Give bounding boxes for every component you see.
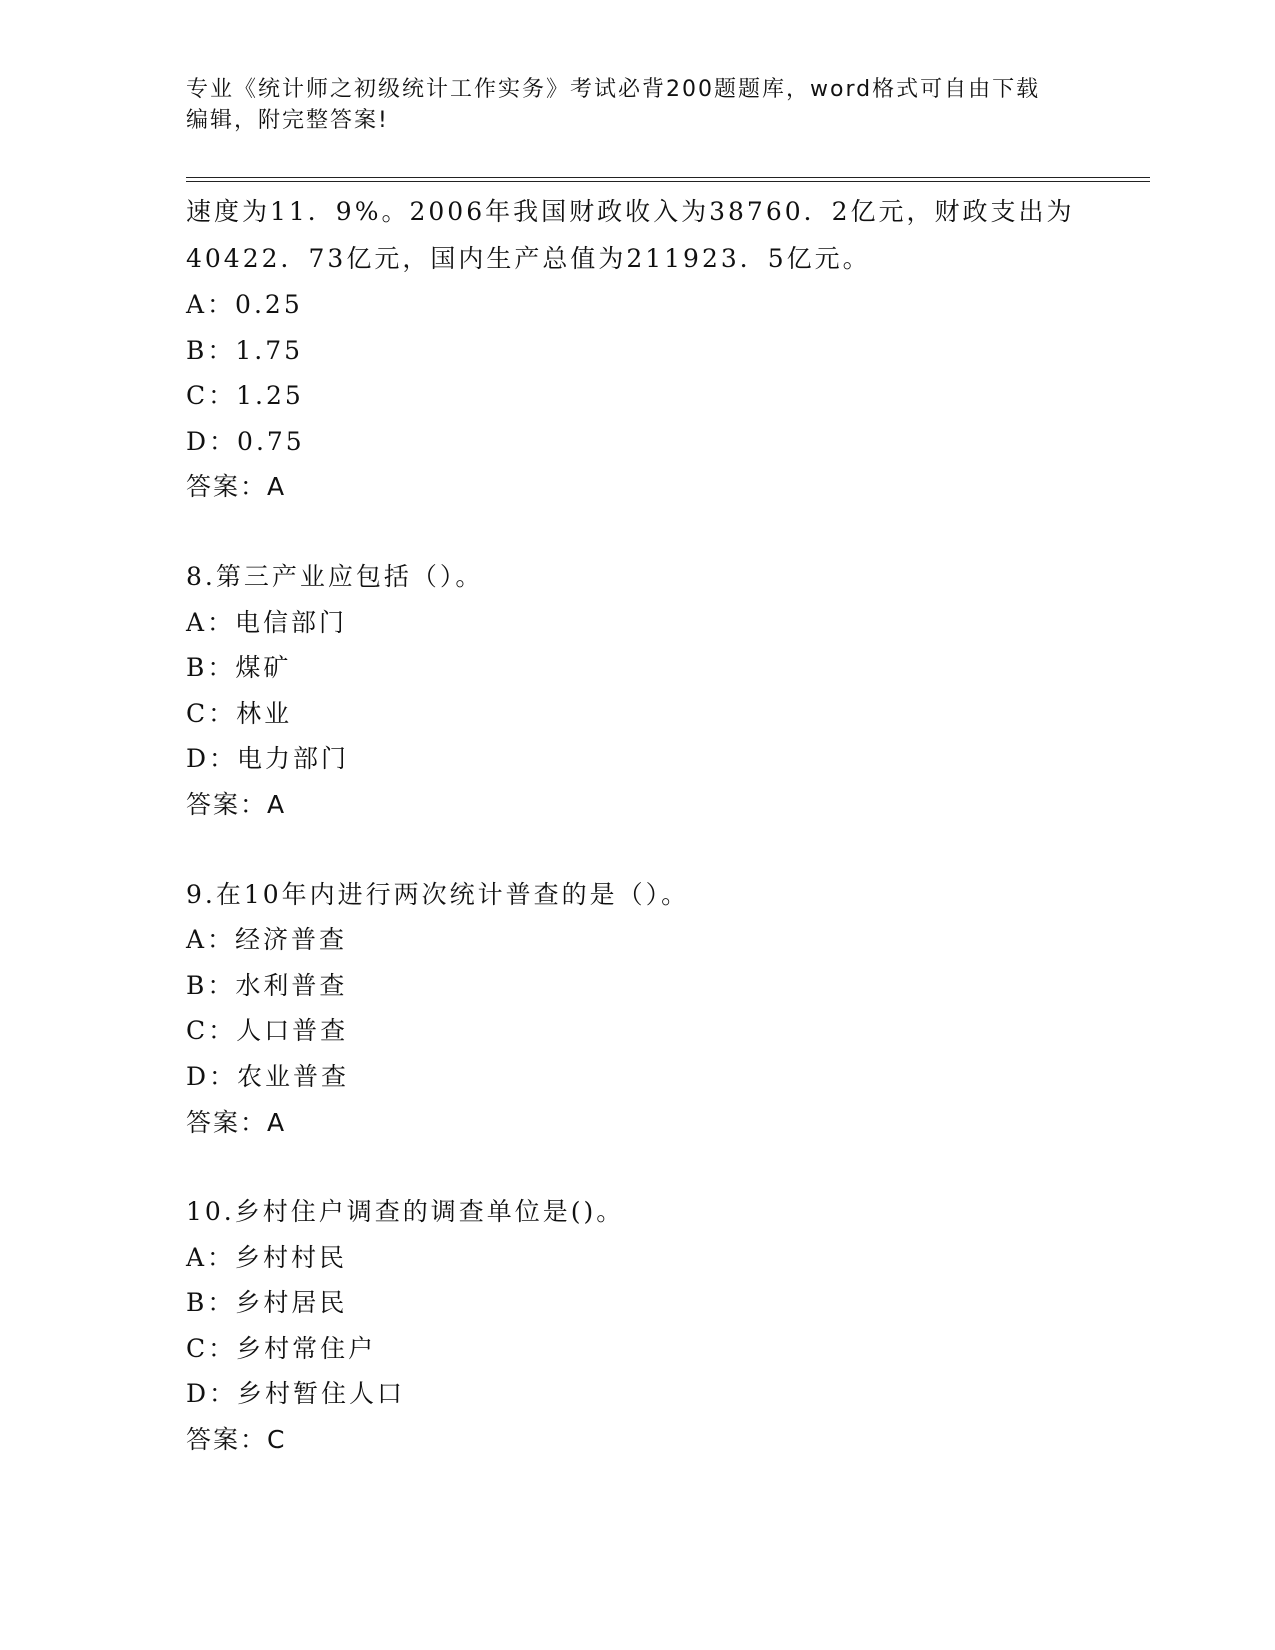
question-stem-line: 速度为11．9%。2006年我国财政收入为38760．2亿元，财政支出为 [186,197,1075,226]
option-a: A：经济普查 [186,925,348,955]
option-c: C：乡村常住户 [186,1333,377,1363]
option-a: A：乡村村民 [186,1242,348,1272]
spacer [186,828,1150,872]
option-c: C：1.25 [186,381,304,411]
header-line-1: 专业《统计师之初级统计工作实务》考试必背200题题库，word格式可自由下载 [186,77,1041,102]
option-a: A：0.25 [186,290,303,319]
question-9 [186,872,1150,1146]
question-continued [186,188,1150,510]
question-stem: 9.在10年内进行两次统计普查的是（）。 [186,879,690,909]
option-d: D：农业普查 [186,1061,350,1091]
question-stem-line: 40422．73亿元，国内生产总值为211923．5亿元。 [186,244,871,273]
question-stem: 8.第三产业应包括（）。 [186,561,484,591]
question-content [186,188,1150,1463]
answer-line: 答案：A [186,472,287,502]
question-8 [186,554,1150,828]
question-10 [186,1189,1150,1463]
option-d: D：0.75 [186,426,305,456]
option-c: C：人口普查 [186,1016,349,1046]
header-divider-bottom [186,181,1150,182]
option-d: D：乡村暂住人口 [186,1379,406,1409]
option-c: C：林业 [186,698,293,728]
spacer [186,1145,1150,1189]
option-b: B：水利普查 [186,970,348,1000]
option-b: B：煤矿 [186,653,292,683]
option-d: D：电力部门 [186,744,350,774]
answer-line: 答案：C [186,1425,287,1455]
option-b: B：乡村居民 [186,1288,348,1318]
option-a: A：电信部门 [186,607,348,637]
question-stem: 10.乡村住户调查的调查单位是()。 [186,1197,625,1227]
header-line-2: 编辑，附完整答案! [186,108,389,133]
header-divider-top [186,177,1150,178]
answer-line: 答案：A [186,1107,287,1137]
document-header [186,74,1086,136]
spacer [186,510,1150,554]
option-b: B：1.75 [186,335,304,365]
answer-line: 答案：A [186,789,287,819]
